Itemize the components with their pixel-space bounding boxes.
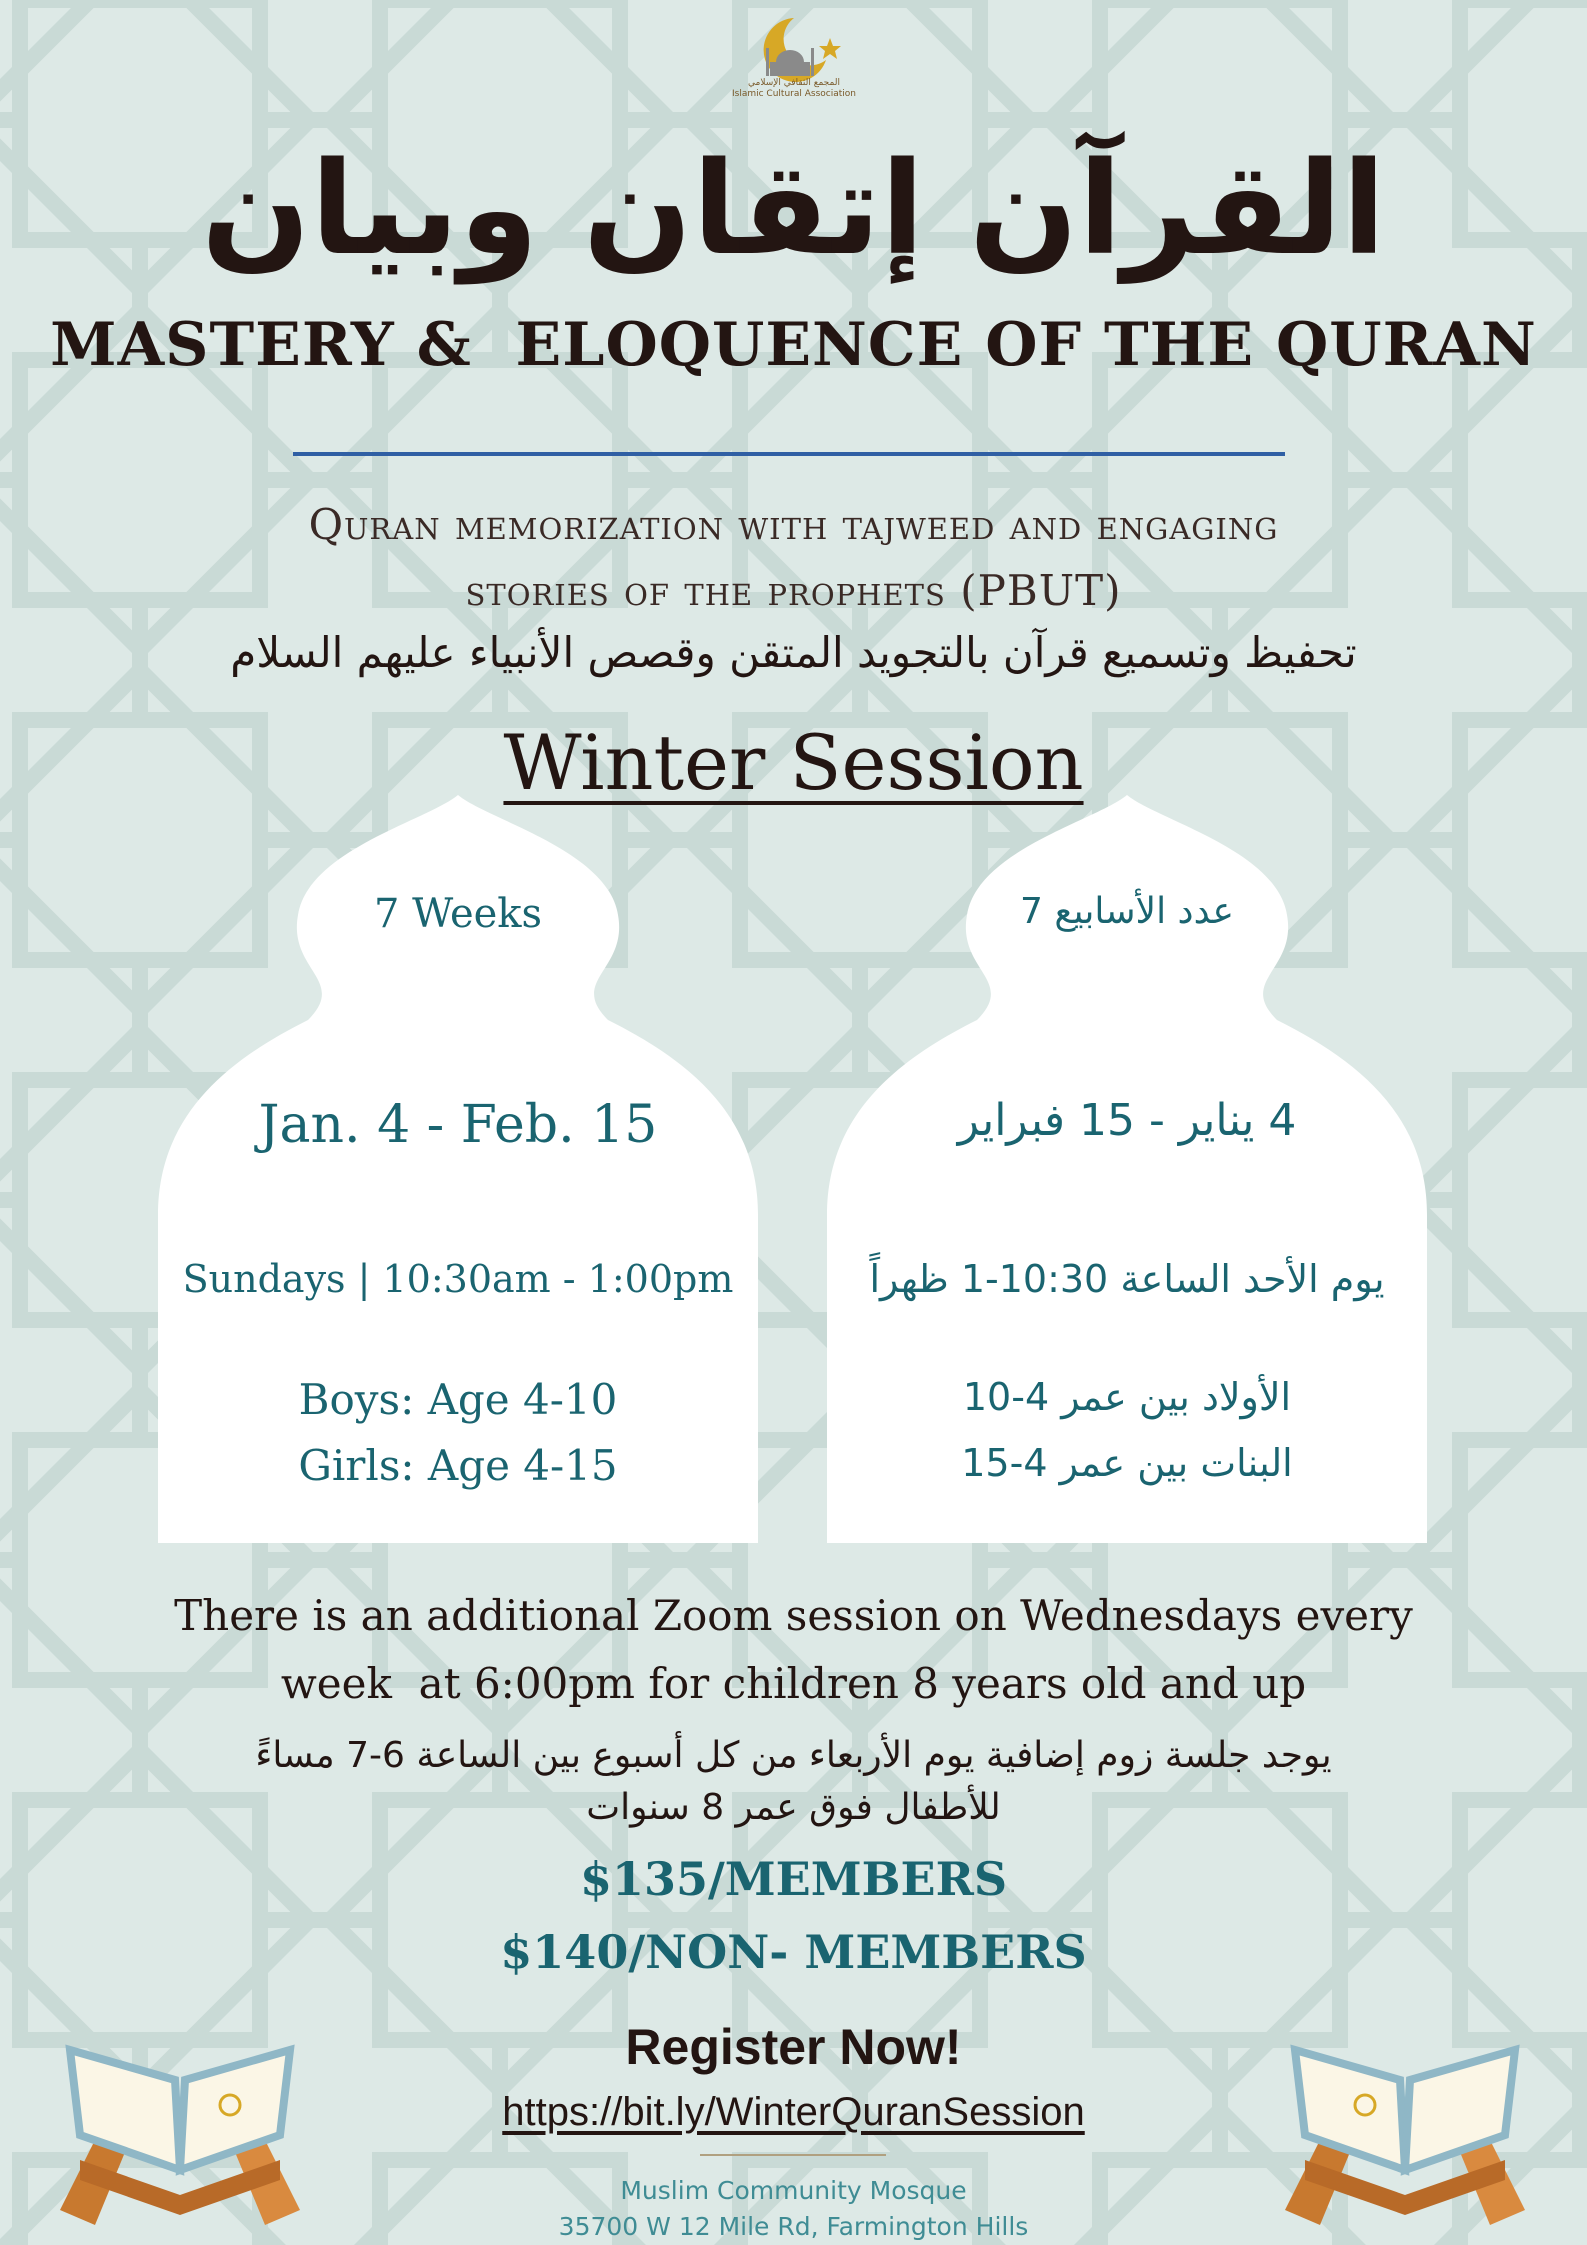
english-weeks: 7 Weeks <box>373 891 543 937</box>
logo-org-ar: المجمع الثقافي الإسلامي <box>748 78 840 88</box>
english-time: Sundays | 10:30am - 1:00pm <box>182 1257 734 1301</box>
register-heading: Register Now! <box>625 2019 962 2075</box>
arabic-time: يوم الأحد الساعة 10:30-1 ظهراً <box>869 1257 1385 1301</box>
zoom-en-line-1: There is an additional Zoom session on Wednesdays every <box>174 1591 1413 1640</box>
quran-book-stand-icon <box>1265 2010 1545 2240</box>
mosque-name: Muslim Community Mosque <box>620 2176 967 2205</box>
english-boys-age: Boys: Age 4-10 <box>298 1375 618 1424</box>
subtitle-line-1: Quran memorization with tajweed and engaging <box>308 500 1279 549</box>
mosque-address: 35700 W 12 Mile Rd, Farmington Hills <box>558 2212 1029 2241</box>
logo-org-en: Islamic Cultural Association <box>732 89 856 99</box>
title-divider <box>293 452 1285 456</box>
arabic-girls-age: البنات بين عمر 4-15 <box>961 1441 1293 1485</box>
mosque-logo-icon <box>744 10 844 120</box>
price-members: $135/MEMBERS <box>579 1852 1008 1906</box>
title-arabic: القرآن إتقان وبيان <box>201 135 1386 284</box>
price-non-members: $140/NON- MEMBERS <box>500 1925 1087 1979</box>
register-link[interactable]: https://bit.ly/WinterQuranSession <box>502 2090 1085 2134</box>
session-title: Winter Session <box>503 718 1084 807</box>
subtitle-english <box>100 492 1487 624</box>
logo-caption <box>724 78 864 100</box>
english-girls-age: Girls: Age 4-15 <box>298 1441 618 1490</box>
zoom-ar-line-1: يوجد جلسة زوم إضافية يوم الأربعاء من كل أسبوع بين الساعة 6-7 مساءً <box>255 1735 1332 1776</box>
arabic-dates: 4 يناير - 15 فبراير <box>957 1095 1297 1146</box>
arabic-weeks: عدد الأسابيع 7 <box>1020 891 1234 932</box>
subtitle-line-2: stories of the prophets (PBUT) <box>465 566 1122 615</box>
arabic-boys-age: الأولاد بين عمر 4-10 <box>962 1375 1292 1419</box>
quran-book-stand-icon <box>40 2010 320 2240</box>
footer-divider <box>700 2154 886 2156</box>
zoom-note-arabic <box>150 1730 1437 1834</box>
zoom-note-english <box>150 1582 1437 1718</box>
arabic-info-card <box>827 795 1427 1543</box>
zoom-ar-line-2: للأطفال فوق عمر 8 سنوات <box>586 1787 1001 1828</box>
title-english: MASTERY & ELOQUENCE OF THE QURAN <box>50 310 1537 380</box>
zoom-en-line-2: week at 6:00pm for children 8 years old and up <box>280 1659 1307 1708</box>
subtitle-arabic: تحفيظ وتسميع قرآن بالتجويد المتقن وقصص الأنبياء عليهم السلام <box>230 628 1357 677</box>
english-info-card <box>158 795 758 1543</box>
english-dates: Jan. 4 - Feb. 15 <box>258 1095 658 1155</box>
